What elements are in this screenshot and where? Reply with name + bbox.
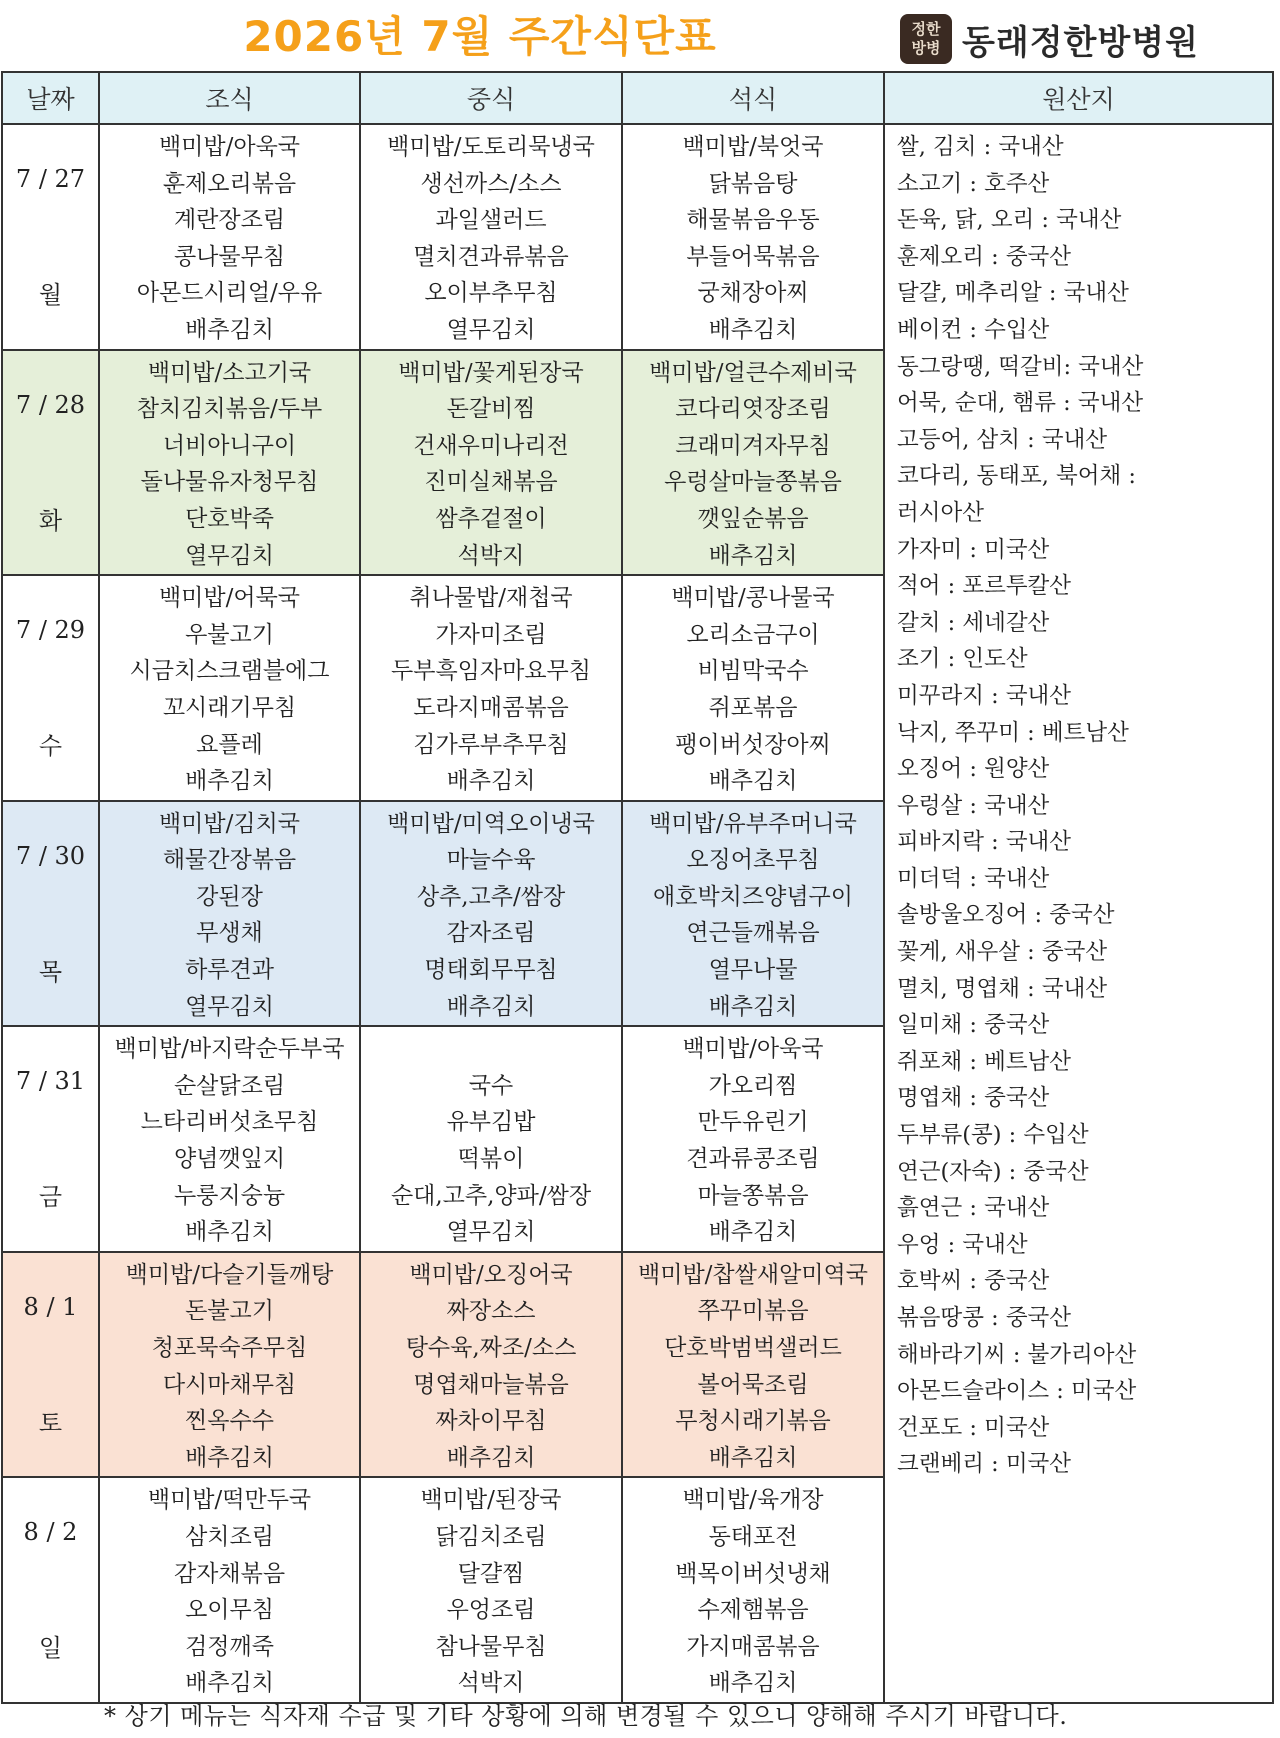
column-header-date: 날짜 — [2, 72, 99, 124]
lunch-cell — [360, 124, 622, 350]
lunch-menu-item: 명엽채마늘볶음 — [413, 1371, 569, 1398]
breakfast-menu-item: 찐옥수수 — [185, 1408, 274, 1435]
dinner-cell — [622, 350, 884, 576]
breakfast-menu-item: 백미밥/떡만두국 — [147, 1487, 312, 1514]
dinner-menu-item: 백미밥/콩나물국 — [671, 585, 835, 612]
origin-item: 베이컨 : 수입산 — [897, 316, 1050, 343]
dinner-menu-item: 백목이버섯냉채 — [675, 1560, 831, 1587]
lunch-menu-item: 백미밥/미역오이냉국 — [387, 810, 595, 837]
origin-item: 코다리, 동태포, 북어채 : — [897, 463, 1136, 490]
day-cell — [2, 350, 99, 576]
dinner-menu-item: 견과류콩조림 — [686, 1146, 820, 1173]
breakfast-menu-item: 누룽지숭늉 — [173, 1182, 286, 1209]
day-date: 7 / 29 — [15, 616, 86, 645]
dinner-menu-item: 가지매콤볶음 — [686, 1633, 820, 1660]
origin-item: 꽃게, 새우살 : 중국산 — [897, 939, 1108, 966]
breakfast-menu-item: 양념깻잎지 — [173, 1146, 286, 1173]
origin-item: 크랜베리 : 미국산 — [897, 1451, 1072, 1478]
breakfast-cell — [99, 1252, 360, 1478]
weekly-menu-table — [1, 71, 1274, 1704]
dinner-menu-item: 열무나물 — [708, 957, 798, 984]
lunch-menu-item: 취나물밥/재첩국 — [409, 585, 573, 612]
day-weekday: 목 — [38, 957, 63, 986]
breakfast-menu-item: 삼치조림 — [185, 1523, 274, 1550]
dinner-menu-item: 백미밥/유부주머니국 — [649, 810, 857, 837]
origin-item: 미꾸라지 : 국내산 — [897, 682, 1072, 709]
breakfast-menu-item: 배추김치 — [185, 1219, 274, 1246]
origin-item: 연근(자숙) : 중국산 — [897, 1158, 1089, 1185]
dinner-menu-item: 궁채장아찌 — [697, 280, 809, 307]
dinner-menu-item: 백미밥/찹쌀새알미역국 — [638, 1261, 868, 1288]
day-cell — [2, 801, 99, 1027]
dinner-menu-item: 가오리찜 — [708, 1072, 798, 1099]
origin-item: 우엉 : 국내산 — [897, 1231, 1028, 1258]
lunch-menu-item: 멸치견과류볶음 — [413, 243, 569, 270]
day-weekday: 금 — [38, 1183, 63, 1212]
breakfast-menu-item: 백미밥/아욱국 — [158, 134, 301, 160]
dinner-menu-item: 마늘쫑볶음 — [697, 1182, 809, 1209]
day-cell — [2, 1026, 99, 1252]
hospital-logo-seal — [900, 14, 952, 64]
origin-item: 볶음땅콩 : 중국산 — [897, 1305, 1072, 1331]
dinner-menu-item: 코다리엿장조림 — [675, 396, 831, 423]
dinner-menu-item: 볼어묵조림 — [697, 1371, 809, 1398]
lunch-menu-item: 명태회무무침 — [424, 957, 558, 984]
lunch-menu-item: 유부김밥 — [446, 1109, 536, 1136]
page-title: 2026년 7월 주간식단표 — [243, 12, 717, 61]
breakfast-menu-item: 백미밥/다슬기들깨탕 — [125, 1261, 334, 1288]
lunch-cell — [360, 1026, 622, 1252]
day-date: 8 / 1 — [23, 1292, 78, 1321]
dinner-cell — [622, 124, 884, 350]
seal-text-bottom: 방병 — [911, 39, 941, 57]
breakfast-menu-item: 배추김치 — [185, 316, 274, 343]
origin-item: 명엽채 : 중국산 — [897, 1085, 1050, 1112]
dinner-menu-item: 배추김치 — [708, 542, 798, 569]
lunch-menu-item — [361, 1031, 621, 1068]
lunch-menu-item: 두부흑임자마요무침 — [391, 658, 591, 685]
lunch-menu-item: 참나물무침 — [435, 1633, 547, 1660]
dinner-menu-item: 백미밥/북엇국 — [682, 134, 824, 160]
dinner-menu-item: 만두유린기 — [697, 1109, 809, 1136]
lunch-cell — [360, 350, 622, 576]
column-header-origin: 원산지 — [884, 72, 1273, 124]
breakfast-menu-item: 백미밥/김치국 — [158, 810, 301, 837]
day-date: 8 / 2 — [23, 1518, 78, 1547]
breakfast-menu-item: 강된장 — [196, 883, 263, 910]
dinner-menu-item: 백미밥/아욱국 — [682, 1036, 824, 1063]
dinner-menu-item: 쥐포볶음 — [708, 694, 798, 721]
breakfast-menu-item: 다시마채무침 — [162, 1371, 297, 1398]
breakfast-menu-item: 배추김치 — [185, 1444, 274, 1471]
lunch-menu-item: 순대,고추,양파/쌈장 — [390, 1182, 592, 1209]
lunch-menu-item: 국수 — [468, 1072, 514, 1099]
origin-item: 소고기 : 호주산 — [897, 170, 1050, 197]
lunch-menu-item: 짜차이무침 — [435, 1408, 547, 1435]
lunch-menu-item: 백미밥/오징어국 — [409, 1261, 573, 1288]
dinner-menu-item: 수제햄볶음 — [697, 1597, 809, 1624]
day-cell — [2, 575, 99, 801]
dinner-cell — [622, 801, 884, 1027]
breakfast-menu-item: 계란장조림 — [173, 207, 286, 234]
dinner-menu-item: 애호박치즈양념구이 — [653, 883, 853, 910]
dinner-menu-item: 쭈꾸미볶음 — [697, 1298, 809, 1325]
origin-item: 동그랑땡, 떡갈비: 국내산 — [897, 353, 1144, 380]
breakfast-cell — [99, 575, 360, 801]
origin-item: 낙지, 쭈꾸미 : 베트남산 — [897, 719, 1129, 746]
dinner-menu-item: 깻잎순볶음 — [697, 505, 809, 532]
lunch-menu-item: 탕수육,짜조/소스 — [405, 1335, 577, 1361]
lunch-menu-item: 생선까스/소스 — [420, 170, 562, 197]
lunch-menu-item: 도라지매콤볶음 — [413, 694, 569, 721]
table-row — [2, 124, 1273, 350]
lunch-menu-item: 석박지 — [457, 542, 525, 569]
lunch-menu-item: 돈갈비찜 — [446, 396, 536, 423]
dinner-menu-item: 배추김치 — [708, 768, 798, 795]
lunch-menu-item: 석박지 — [457, 1670, 525, 1697]
lunch-menu-item: 우엉조림 — [446, 1597, 536, 1624]
breakfast-menu-item: 백미밥/바지락순두부국 — [114, 1036, 345, 1063]
breakfast-menu-item: 청포묵숙주무침 — [151, 1335, 308, 1361]
dinner-menu-item: 배추김치 — [708, 316, 798, 343]
column-header-lunch: 중식 — [360, 72, 622, 124]
breakfast-menu-item: 참치김치볶음/두부 — [136, 396, 323, 423]
day-cell — [2, 1477, 99, 1703]
origin-item: 일미채 : 중국산 — [897, 1012, 1050, 1039]
breakfast-menu-item: 느타리버섯초무침 — [140, 1109, 319, 1136]
day-weekday: 화 — [38, 506, 63, 535]
breakfast-menu-item: 감자채볶음 — [173, 1560, 286, 1587]
breakfast-menu-item: 백미밥/소고기국 — [147, 359, 312, 386]
origin-item: 해바라기씨 : 불가리아산 — [897, 1341, 1137, 1368]
breakfast-menu-item: 오이무침 — [185, 1597, 274, 1624]
breakfast-cell — [99, 801, 360, 1027]
breakfast-cell — [99, 350, 360, 576]
breakfast-menu-item: 콩나물무침 — [173, 243, 286, 270]
dinner-menu-item: 백미밥/육개장 — [682, 1487, 824, 1514]
lunch-menu-item: 짜장소스 — [446, 1298, 536, 1325]
origin-item: 우렁살 : 국내산 — [897, 792, 1050, 819]
origin-item: 두부류(콩) : 수입산 — [897, 1122, 1089, 1149]
dinner-cell — [622, 1252, 884, 1478]
table-header-row — [2, 72, 1273, 124]
lunch-menu-item: 백미밥/꽃게된장국 — [398, 359, 584, 386]
origin-item: 아몬드슬라이스 : 미국산 — [897, 1378, 1137, 1405]
origin-item: 가자미 : 미국산 — [897, 536, 1050, 563]
day-weekday: 월 — [38, 281, 63, 309]
lunch-menu-item: 백미밥/도토리묵냉국 — [387, 134, 595, 160]
dinner-menu-item: 배추김치 — [708, 1670, 798, 1697]
breakfast-menu-item: 우불고기 — [185, 621, 274, 648]
lunch-menu-item: 배추김치 — [446, 993, 536, 1020]
breakfast-menu-item: 하루견과 — [185, 957, 274, 984]
lunch-menu-item: 닭김치조림 — [435, 1523, 547, 1550]
day-weekday: 일 — [38, 1634, 63, 1663]
dinner-menu-item: 팽이버섯장아찌 — [675, 731, 831, 758]
origin-item: 건포도 : 미국산 — [897, 1414, 1050, 1441]
lunch-cell — [360, 575, 622, 801]
day-date: 7 / 27 — [15, 165, 86, 193]
hospital-name: 동래정한방병원 — [962, 22, 1199, 63]
dinner-menu-item: 배추김치 — [708, 993, 798, 1020]
breakfast-menu-item: 해물간장볶음 — [162, 847, 297, 874]
breakfast-menu-item: 아몬드시리얼/우유 — [136, 280, 323, 307]
origin-item: 러시아산 — [897, 499, 984, 526]
lunch-menu-item: 배추김치 — [446, 768, 536, 795]
breakfast-menu-item: 요플레 — [196, 731, 263, 758]
origin-item: 호박씨 : 중국산 — [897, 1268, 1050, 1295]
lunch-menu-item: 백미밥/된장국 — [420, 1487, 562, 1514]
day-date: 7 / 28 — [15, 390, 86, 419]
day-date: 7 / 30 — [15, 841, 86, 870]
dinner-cell — [622, 575, 884, 801]
seal-text-top: 정한 — [911, 20, 941, 38]
day-date: 7 / 31 — [15, 1067, 86, 1096]
breakfast-menu-item: 단호박죽 — [185, 505, 274, 532]
breakfast-menu-item: 검정깨죽 — [185, 1633, 274, 1660]
breakfast-cell — [99, 1477, 360, 1703]
origin-item: 쌀, 김치 : 국내산 — [897, 134, 1064, 160]
hospital-brand — [900, 14, 1199, 64]
dinner-menu-item: 연근들깨볶음 — [686, 920, 820, 947]
breakfast-menu-item: 꼬시래기무침 — [162, 694, 297, 721]
column-header-breakfast: 조식 — [99, 72, 360, 124]
origin-item: 갈치 : 세네갈산 — [897, 609, 1050, 636]
lunch-menu-item: 진미실채볶음 — [424, 469, 558, 496]
day-cell — [2, 1252, 99, 1478]
lunch-menu-item: 오이부추무침 — [424, 280, 558, 307]
lunch-menu-item: 상추,고추/쌈장 — [416, 883, 566, 910]
dinner-menu-item: 비빔막국수 — [697, 658, 809, 685]
breakfast-menu-item: 배추김치 — [185, 1670, 274, 1697]
origin-item: 훈제오리 : 중국산 — [897, 243, 1072, 270]
breakfast-menu-item: 돈불고기 — [185, 1298, 274, 1325]
lunch-menu-item: 떡볶이 — [457, 1146, 525, 1173]
footnote: * 상기 메뉴는 식자재 수급 및 기타 상황에 의해 변경될 수 있으니 양해해 주시기 바랍니다. — [104, 1702, 1068, 1730]
lunch-menu-item: 감자조림 — [446, 920, 536, 947]
breakfast-cell — [99, 1026, 360, 1252]
dinner-cell — [622, 1026, 884, 1252]
dinner-menu-item: 동태포전 — [708, 1523, 798, 1550]
dinner-menu-item: 단호박범벅샐러드 — [664, 1335, 842, 1361]
lunch-menu-item: 열무김치 — [446, 316, 536, 343]
breakfast-menu-item: 열무김치 — [185, 542, 274, 569]
origin-item: 피바지락 : 국내산 — [897, 829, 1072, 856]
day-weekday: 토 — [38, 1408, 63, 1437]
dinner-menu-item: 오징어초무침 — [686, 847, 820, 874]
dinner-menu-item: 배추김치 — [708, 1219, 798, 1246]
origin-item: 멸치, 명엽채 : 국내산 — [897, 975, 1108, 1002]
lunch-menu-item: 건새우미나리전 — [413, 432, 569, 459]
origin-item: 흙연근 : 국내산 — [897, 1195, 1050, 1222]
origin-item: 고등어, 삼치 : 국내산 — [897, 426, 1108, 453]
breakfast-menu-item: 백미밥/어묵국 — [158, 585, 301, 612]
lunch-menu-item: 과일샐러드 — [435, 207, 547, 234]
dinner-menu-item: 오리소금구이 — [686, 621, 820, 648]
lunch-menu-item: 쌈추겉절이 — [435, 505, 547, 532]
origin-item: 오징어 : 원양산 — [897, 756, 1050, 783]
origin-item: 쥐포채 : 베트남산 — [897, 1048, 1072, 1075]
breakfast-menu-item: 시금치스크램블에그 — [129, 658, 330, 685]
breakfast-menu-item: 배추김치 — [185, 768, 274, 795]
dinner-menu-item: 부들어묵볶음 — [686, 243, 820, 270]
dinner-cell — [622, 1477, 884, 1703]
origin-item: 달걀, 메추리알 : 국내산 — [897, 280, 1129, 307]
dinner-menu-item: 무청시래기볶음 — [675, 1408, 831, 1435]
lunch-cell — [360, 1477, 622, 1703]
breakfast-menu-item: 훈제오리볶음 — [162, 170, 297, 197]
origin-item: 조기 : 인도산 — [897, 646, 1028, 673]
origin-item: 솔방울오징어 : 중국산 — [897, 902, 1115, 929]
lunch-menu-item: 열무김치 — [446, 1219, 536, 1246]
lunch-cell — [360, 801, 622, 1027]
dinner-menu-item: 우렁살마늘쫑볶음 — [664, 469, 842, 496]
dinner-menu-item: 크래미겨자무침 — [675, 432, 831, 459]
breakfast-cell — [99, 124, 360, 350]
lunch-cell — [360, 1252, 622, 1478]
lunch-menu-item: 김가루부추무침 — [413, 731, 569, 758]
lunch-menu-item: 마늘수육 — [446, 847, 536, 874]
origin-cell — [884, 124, 1273, 1703]
origin-item: 어묵, 순대, 햄류 : 국내산 — [897, 390, 1144, 417]
breakfast-menu-item: 너비아니구이 — [162, 432, 297, 459]
breakfast-menu-item: 돌나물유자청무침 — [140, 469, 319, 496]
lunch-menu-item: 달걀찜 — [457, 1560, 525, 1587]
dinner-menu-item: 백미밥/얼큰수제비국 — [649, 359, 857, 386]
lunch-menu-item: 배추김치 — [446, 1444, 536, 1471]
dinner-menu-item: 닭볶음탕 — [708, 170, 798, 197]
breakfast-menu-item: 무생채 — [196, 920, 263, 947]
breakfast-menu-item: 순살닭조림 — [173, 1072, 286, 1099]
origin-item: 미더덕 : 국내산 — [897, 865, 1050, 892]
origin-item: 적어 : 포르투칼산 — [897, 573, 1072, 600]
dinner-menu-item: 배추김치 — [708, 1444, 798, 1471]
column-header-dinner: 석식 — [622, 72, 884, 124]
dinner-menu-item: 해물볶음우동 — [686, 207, 820, 234]
day-cell — [2, 124, 99, 350]
origin-item: 돈육, 닭, 오리 : 국내산 — [897, 207, 1122, 234]
day-weekday: 수 — [38, 732, 63, 761]
lunch-menu-item: 가자미조림 — [435, 621, 547, 648]
breakfast-menu-item: 열무김치 — [185, 993, 274, 1020]
